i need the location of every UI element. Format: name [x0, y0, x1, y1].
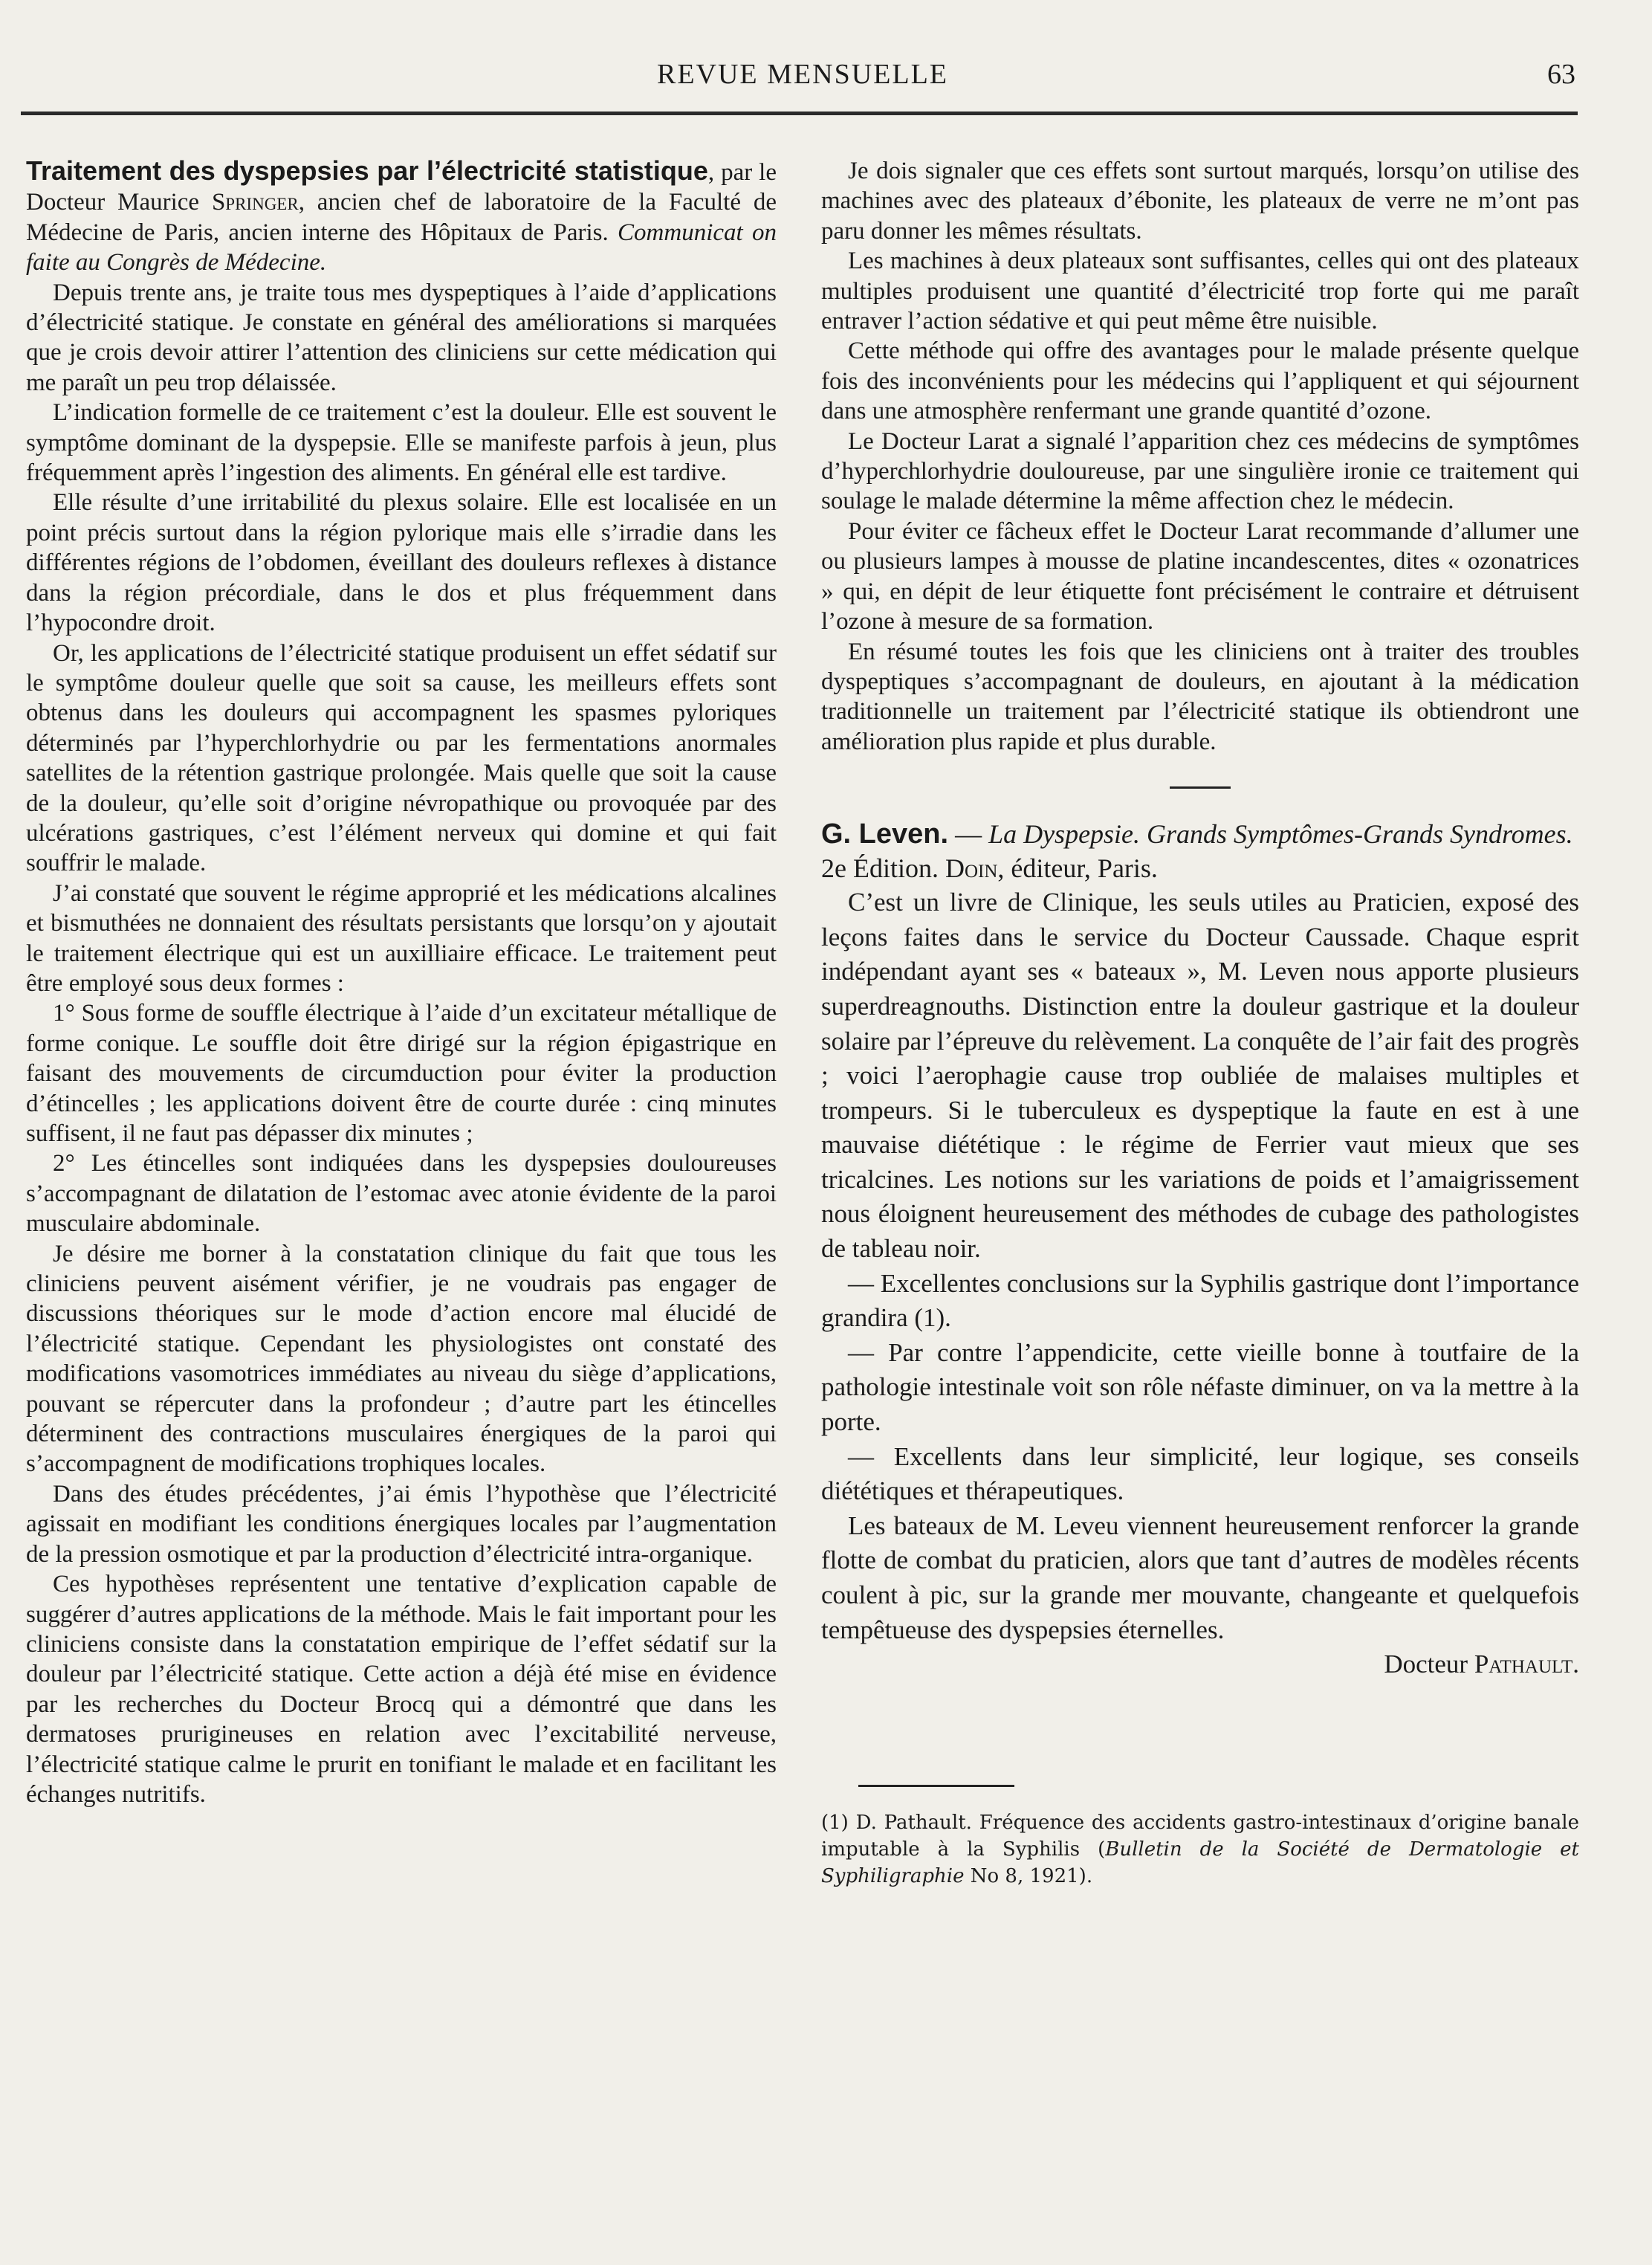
footnote-rule [858, 1785, 1014, 1787]
paragraph: L’indication formelle de ce traitement c’est la douleur. Elle est souvent le symptôme dominant de la dyspepsie. Elle se manifeste parfois à jeun, plus fréquemment après l’ingestion des aliments. En général elle est tardive. [26, 399, 777, 487]
article-author: Springer [211, 189, 299, 216]
footnote-italic: Bulletin de la Société de Dermatologie et Syphiligraphie [821, 1838, 1579, 1887]
paragraph: Je désire me borner à la constatation clinique du fait que tous les cliniciens peuvent aisément vérifier, je ne voudrais pas engager de discussions théoriques sur le mode d’action encore mal élucidé de l’électricité statique. Cependant les physiologistes ont constaté des modifications vasomotrices immédiates au niveau du siège d’applications, pouvant se répercuter dans la profondeur ; d’autre part les étincelles déterminent des contractions musculaires énergiques de la paroi qui s’accompagnent de modifications trophiques locales. [26, 1240, 777, 1478]
paragraph: Pour éviter ce fâcheux effet le Docteur Larat recommande d’allumer une ou plusieurs lampes à mousse de platine incandescentes, dites « ozonatrices » qui, en dépit de leur étiquette font précisément le contraire et détruisent l’ozone à mesure de sa formation. [821, 517, 1579, 636]
article-title [26, 156, 777, 278]
page-number: 63 [1547, 59, 1575, 90]
review-paragraph: — Par contre l’appendicite, cette vieille bonne à toutfaire de la pathologie intestinale voit son rôle néfaste diminuer, on va la mettre à la porte. [821, 1337, 1579, 1437]
paragraph: Les machines à deux plateaux sont suffisantes, celles qui ont des plateaux multiples produisent une quantité d’électricité trop forte qui me paraît entraver l’action sédative et qui peut même être nuisible. [821, 248, 1579, 335]
paragraph: J’ai constaté que souvent le régime approprié et les médications alcalines et bismuthées ne donnaient des résultats persistants que lorsqu’on y ajoutait le traitement électrique qui est un auxilliaire efficace. Le traitement peut être employé sous deux formes : [26, 879, 777, 997]
review-body [821, 885, 1579, 1682]
paragraph: 2° Les étincelles sont indiquées dans les dyspepsies douloureuses s’accompagnant de dilatation de l’estomac avec atonie évidente de la paroi musculaire abdominale. [26, 1150, 777, 1238]
header-rule [21, 112, 1578, 115]
review-dash: — [948, 819, 989, 850]
footnote-text: (1) D. Pathault. Fréquence des accidents gastro-intestinaux d’origine banale imputable à la Syphilis ( [821, 1811, 1579, 1861]
article-venue: Communicat on faite au Congrès de Médecine. [26, 219, 777, 277]
review-publisher-rest: , éditeur, Paris. [997, 853, 1158, 884]
footnote-end: No 8, 1921). [964, 1864, 1093, 1887]
paragraph: 1° Sous forme de souffle électrique à l’aide d’un excitateur métallique de forme conique. Le souffle doit être dirigé sur la région épigastrique en faisant des mouvements de circumduction pour éviter la production d’étincelles ; les applications doivent être de courte durée : cinq minutes suffisent, il ne faut pas dépasser dix minutes ; [26, 1000, 777, 1147]
paragraph: Dans des études précédentes, j’ai émis l’hypothèse que l’électricité agissait en modifiant les conditions énergiques locales par l’augmentation de la pression osmotique et par la production d’électricité intra-organique. [26, 1480, 777, 1568]
signature-name: Pathault. [1474, 1650, 1579, 1679]
paragraph: Or, les applications de l’électricité statique produisent un effet sédatif sur le symptôme douleur quelle que soit sa cause, les meilleurs effets sont obtenus dans les douleurs qui accompagnent les spasmes pyloriques déterminés par l’hyperchlorhydrie ou par les fermentations anormales satellites de la rétention gastrique prolongée. Mais quelle que soit la cause de la douleur, qu’elle soit d’origine névropathique ou provoquée par des ulcérations gastriques, c’est l’élément nerveux qui domine et qui fait souffrir le malade. [26, 639, 777, 877]
journal-title: REVUE MENSUELLE [656, 59, 949, 90]
paragraph: En résumé toutes les fois que les cliniciens ont à traiter des troubles dyspeptiques s’accompagnant de douleurs, en ajoutant à la médication traditionnelle un traitement par l’électricité statique ils obtiendront une amélioration plus rapide et plus durable. [821, 638, 1579, 755]
article-affiliation: , ancien chef de laboratoire de la Faculté de Médecine de Paris, ancien interne des Hôpitaux de Paris. [26, 189, 777, 246]
paragraph: Cette méthode qui offre des avantages pour le malade présente quelque fois des inconvénients pour les médecins qui l’appliquent et qui séjournent dans une atmosphère renfermant une grande quantité d’ozone. [821, 337, 1579, 425]
right-column [821, 156, 1579, 1890]
review-author: G. Leven. [821, 818, 949, 850]
paragraph: Elle résulte d’une irritabilité du plexus solaire. Elle est localisée en un point précis surtout dans la région pylorique mais elle s’irradie dans les différentes régions de l’obdomen, éveillant des douleurs reflexes à distance dans la région précordiale, dans le dos et plus fréquemment dans l’hypocondre droit. [26, 489, 777, 637]
review-heading [821, 817, 1579, 885]
footnote [821, 1809, 1579, 1890]
paragraph: Le Docteur Larat a signalé l’apparition chez ces médecins de symptômes d’hyperchlorhydrie douloureuse, par une singulière ironie ce traitement qui soulage le malade détermine la même affection chez le médecin. [821, 427, 1579, 515]
review-paragraph: — Excellentes conclusions sur la Syphilis gastrique dont l’importance grandira (1). [821, 1268, 1579, 1333]
paragraph: Je dois signaler que ces effets sont surtout marqués, lorsqu’on utilise des machines avec des plateaux d’ébonite, les plateaux de verre ne m’ont pas paru donner les mêmes résultats. [821, 158, 1579, 245]
left-column [26, 156, 777, 1809]
running-header [30, 58, 1575, 103]
review-edition: 2e Édition. [821, 853, 945, 884]
review-book-title: La Dyspepsie. Grands Symptômes-Grands Syndromes. [988, 819, 1573, 850]
review-paragraph: C’est un livre de Clinique, les seuls utiles au Praticien, exposé des leçons faites dans le service du Docteur Caussade. Chaque esprit indépendant ayant ses « bateaux », M. Leven nous apporte plusieurs superdreagnouths. Distinction entre la douleur gastrique et la douleur solaire par l’épreuve du relèvement. La conquête de l’air fait des progrès ; voici l’aerophagie cause trop oubliée de malaises multiples et trompeurs. Si le tuberculeux es dyspeptique la faute en est à une mauvaise diététique : le régime de Ferrier vaut mieux que ses tricalcines. Les notions sur les variations de poids et l’amaigrissement nous éloignent heureusement des méthodes de cubage des pathologistes de tableau noir. [821, 888, 1579, 1264]
section-separator [1170, 786, 1231, 789]
signature [821, 1647, 1579, 1682]
signature-prefix: Docteur [1384, 1650, 1474, 1679]
paragraph: Depuis trente ans, je traite tous mes dyspeptiques à l’aide d’applications d’électricité statique. Je constate en général des améliorations si marquées que je crois devoir attirer l’attention des cliniciens sur cette médication qui me paraît un peu trop délaissée. [26, 279, 777, 396]
review-paragraph: Les bateaux de M. Leveu viennent heureusement renforcer la grande flotte de combat du praticien, alors que tant d’autres de modèles récents coulent à pic, sur la grande mer mouvante, changeante et quelquefois tempêtueuse des dyspepsies éternelles. [821, 1510, 1579, 1644]
review-paragraph: — Excellents dans leur simplicité, leur logique, ses conseils diététiques et thérapeutiques. [821, 1441, 1579, 1506]
article-title-bold: Traitement des dyspepsies par l’électricité statistique [26, 155, 708, 186]
article-title-rest: , par le Docteur Maurice [26, 159, 777, 216]
review-publisher: Doin [945, 853, 998, 884]
paragraph: Ces hypothèses représentent une tentative d’explication capable de suggérer d’autres applications de la méthode. Mais le fait important pour les cliniciens consiste dans la constatation empirique de l’effet sédatif sur la douleur par l’électricité statique. Cette action a déjà été mise en évidence par les recherches du Docteur Brocq qui a démontré que dans les dermatoses prurigineuses en relation avec l’excitabilité nerveuse, l’électricité statique calme le prurit en tonifiant le malade et en facilitant les échanges nutritifs. [26, 1571, 777, 1808]
